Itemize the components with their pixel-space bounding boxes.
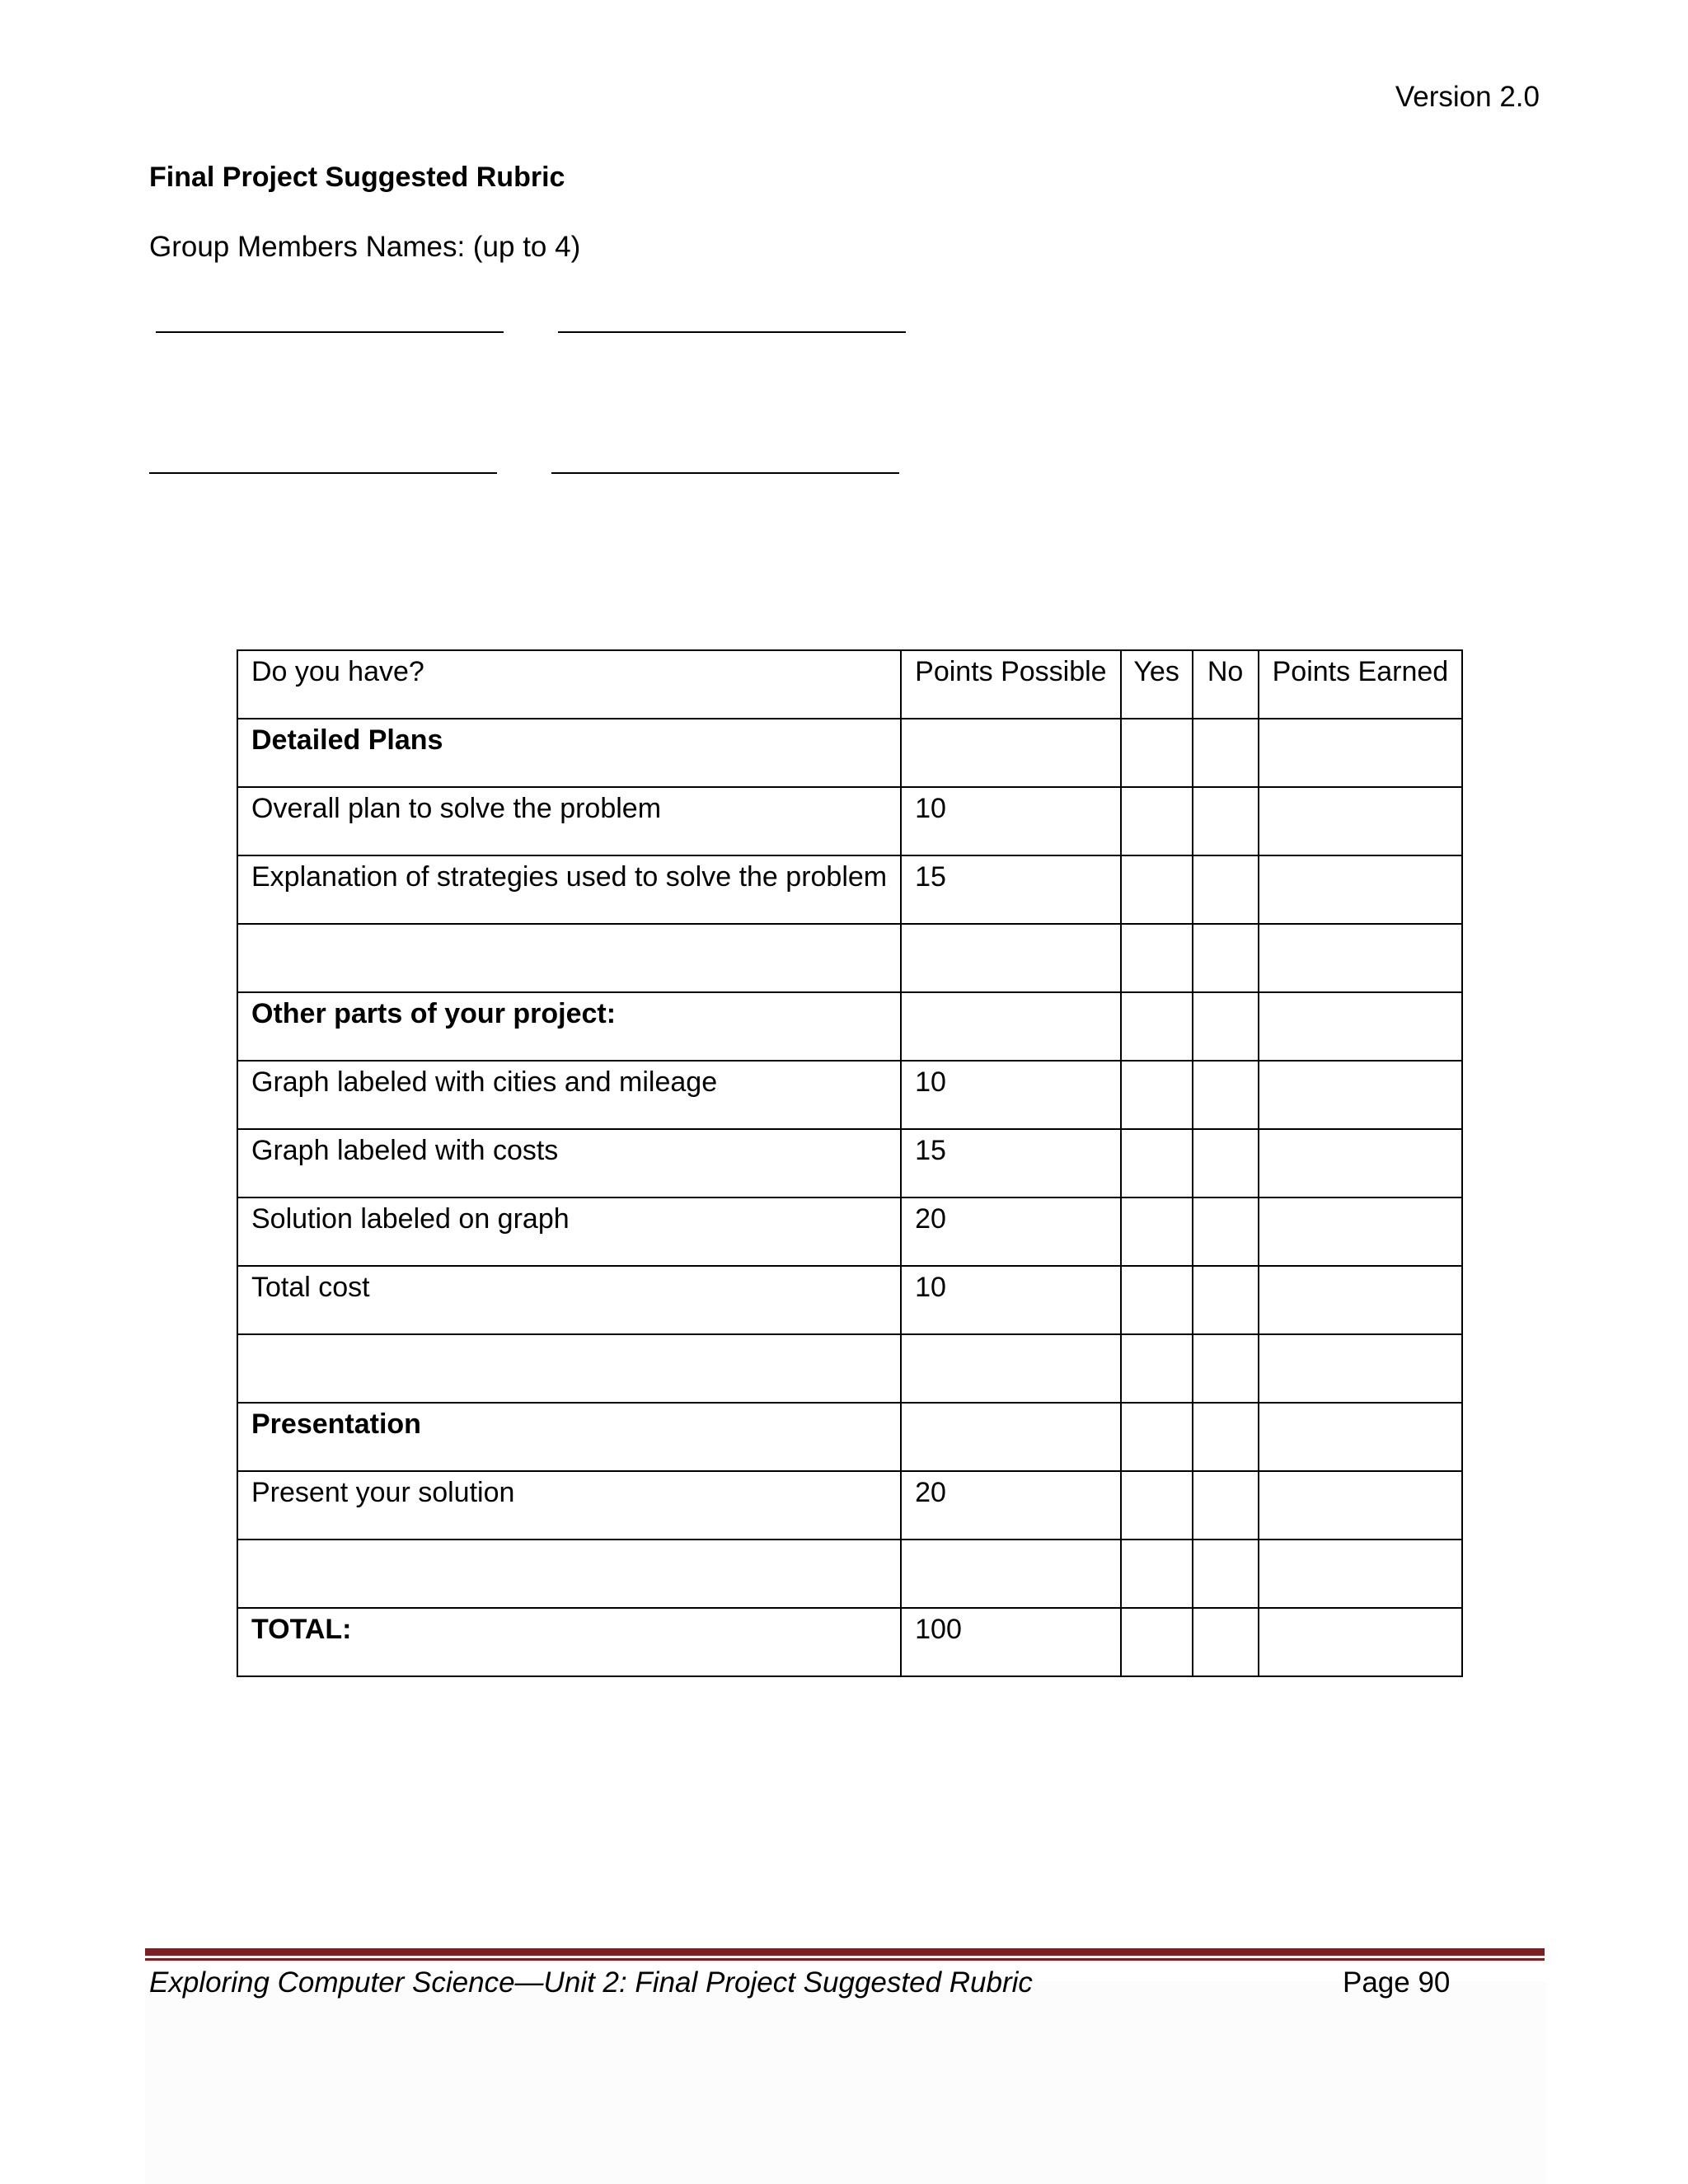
points-possible-cell: 10 <box>901 1061 1120 1129</box>
points-earned-cell[interactable] <box>1259 1403 1463 1471</box>
no-cell[interactable] <box>1193 787 1259 855</box>
rubric-row <box>237 719 1462 787</box>
no-cell[interactable] <box>1193 719 1259 787</box>
rubric-table <box>237 649 1463 1677</box>
rubric-row <box>237 1197 1462 1266</box>
points-possible-cell <box>901 1403 1120 1471</box>
no-cell[interactable] <box>1193 1129 1259 1197</box>
no-cell[interactable] <box>1193 1334 1259 1403</box>
footer-rule <box>145 1948 1545 1956</box>
rubric-row <box>237 992 1462 1061</box>
yes-cell[interactable] <box>1121 1334 1193 1403</box>
rubric-row <box>237 1403 1462 1471</box>
points-earned-cell[interactable] <box>1259 855 1463 924</box>
rubric-row <box>237 1266 1462 1334</box>
group-members-label: Group Members Names: (up to 4) <box>149 231 581 263</box>
points-possible-cell: 10 <box>901 787 1120 855</box>
criterion-cell: Detailed Plans <box>237 719 901 787</box>
points-possible-cell: 20 <box>901 1471 1120 1540</box>
header-no: No <box>1193 650 1259 719</box>
no-cell[interactable] <box>1193 1471 1259 1540</box>
member-name-line-4[interactable] <box>551 472 899 474</box>
member-name-line-1[interactable] <box>156 331 504 333</box>
criterion-cell: Presentation <box>237 1403 901 1471</box>
yes-cell[interactable] <box>1121 924 1193 992</box>
points-possible-cell: 15 <box>901 1129 1120 1197</box>
yes-cell[interactable] <box>1121 787 1193 855</box>
no-cell[interactable] <box>1193 1266 1259 1334</box>
header-criterion: Do you have? <box>237 650 901 719</box>
criterion-cell: Graph labeled with costs <box>237 1129 901 1197</box>
rubric-row <box>237 1608 1462 1676</box>
points-possible-cell: 15 <box>901 855 1120 924</box>
points-possible-cell: 20 <box>901 1197 1120 1266</box>
yes-cell[interactable] <box>1121 855 1193 924</box>
points-earned-cell[interactable] <box>1259 992 1463 1061</box>
yes-cell[interactable] <box>1121 1540 1193 1608</box>
header-yes: Yes <box>1121 650 1193 719</box>
no-cell[interactable] <box>1193 1608 1259 1676</box>
criterion-cell <box>237 1540 901 1608</box>
points-possible-cell: 10 <box>901 1266 1120 1334</box>
criterion-cell <box>237 924 901 992</box>
criterion-cell: Total cost <box>237 1266 901 1334</box>
points-earned-cell[interactable] <box>1259 1471 1463 1540</box>
no-cell[interactable] <box>1193 1403 1259 1471</box>
no-cell[interactable] <box>1193 1197 1259 1266</box>
no-cell[interactable] <box>1193 1061 1259 1129</box>
page-number: Page 90 <box>1343 1966 1451 1999</box>
version-label: Version 2.0 <box>1395 81 1540 113</box>
member-name-line-3[interactable] <box>149 472 497 474</box>
yes-cell[interactable] <box>1121 1266 1193 1334</box>
criterion-cell: Present your solution <box>237 1471 901 1540</box>
points-possible-cell <box>901 1540 1120 1608</box>
rubric-body <box>237 719 1462 1676</box>
rubric-header-row <box>237 650 1462 719</box>
points-possible-cell <box>901 992 1120 1061</box>
yes-cell[interactable] <box>1121 1471 1193 1540</box>
points-earned-cell[interactable] <box>1259 924 1463 992</box>
points-possible-cell <box>901 719 1120 787</box>
yes-cell[interactable] <box>1121 1403 1193 1471</box>
no-cell[interactable] <box>1193 992 1259 1061</box>
points-earned-cell[interactable] <box>1259 1266 1463 1334</box>
criterion-cell: Overall plan to solve the problem <box>237 787 901 855</box>
no-cell[interactable] <box>1193 855 1259 924</box>
points-possible-cell: 100 <box>901 1608 1120 1676</box>
points-earned-cell[interactable] <box>1259 1608 1463 1676</box>
criterion-cell: Other parts of your project: <box>237 992 901 1061</box>
header-points-possible: Points Possible <box>901 650 1120 719</box>
yes-cell[interactable] <box>1121 1061 1193 1129</box>
header-points-earned: Points Earned <box>1259 650 1463 719</box>
footer-title: Exploring Computer Science—Unit 2: Final Project Suggested Rubric <box>149 1966 1033 1999</box>
rubric-row <box>237 1540 1462 1608</box>
document-title: Final Project Suggested Rubric <box>149 162 565 193</box>
member-name-line-2[interactable] <box>558 331 906 333</box>
footer-rule-thin <box>145 1958 1545 1961</box>
points-possible-cell <box>901 1334 1120 1403</box>
rubric-row <box>237 787 1462 855</box>
criterion-cell <box>237 1334 901 1403</box>
points-earned-cell[interactable] <box>1259 1129 1463 1197</box>
criterion-cell: TOTAL: <box>237 1608 901 1676</box>
criterion-cell: Explanation of strategies used to solve the problem <box>237 855 901 924</box>
no-cell[interactable] <box>1193 1540 1259 1608</box>
yes-cell[interactable] <box>1121 1608 1193 1676</box>
yes-cell[interactable] <box>1121 719 1193 787</box>
criterion-cell: Solution labeled on graph <box>237 1197 901 1266</box>
page-bottom-band <box>145 1982 1546 2184</box>
no-cell[interactable] <box>1193 924 1259 992</box>
points-earned-cell[interactable] <box>1259 1061 1463 1129</box>
rubric-row <box>237 924 1462 992</box>
points-earned-cell[interactable] <box>1259 787 1463 855</box>
points-earned-cell[interactable] <box>1259 1540 1463 1608</box>
yes-cell[interactable] <box>1121 992 1193 1061</box>
yes-cell[interactable] <box>1121 1197 1193 1266</box>
points-possible-cell <box>901 924 1120 992</box>
rubric-row <box>237 855 1462 924</box>
rubric-row <box>237 1471 1462 1540</box>
rubric-row <box>237 1061 1462 1129</box>
criterion-cell: Graph labeled with cities and mileage <box>237 1061 901 1129</box>
rubric-row <box>237 1334 1462 1403</box>
yes-cell[interactable] <box>1121 1129 1193 1197</box>
rubric-row <box>237 1129 1462 1197</box>
points-earned-cell[interactable] <box>1259 1197 1463 1266</box>
points-earned-cell[interactable] <box>1259 719 1463 787</box>
points-earned-cell[interactable] <box>1259 1334 1463 1403</box>
